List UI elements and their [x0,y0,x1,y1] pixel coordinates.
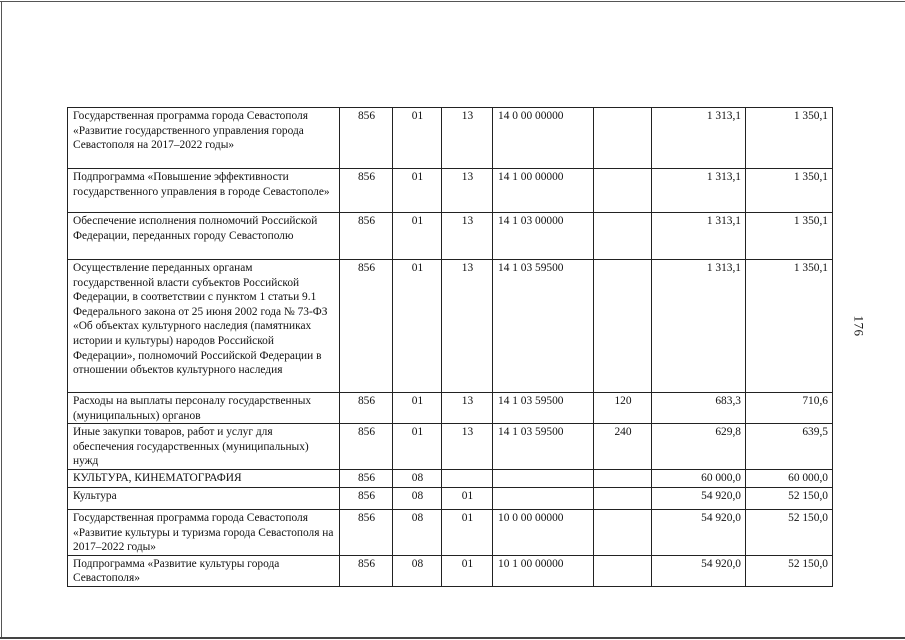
cell-expense-type [594,555,652,586]
cell-target-article: 10 1 00 00000 [493,555,594,586]
cell-expense-type [594,487,652,509]
cell-section: 08 [393,487,442,509]
cell-section: 01 [393,393,442,424]
cell-section: 01 [393,260,442,393]
table-row [68,260,833,393]
cell-target-article [493,469,594,487]
cell-ved: 856 [340,555,393,586]
cell-ved: 856 [340,469,393,487]
cell-amount-year-2: 60 000,0 [746,469,833,487]
cell-target-article: 14 1 03 59500 [493,393,594,424]
cell-target-article: 10 0 00 00000 [493,509,594,555]
cell-subsection [442,469,493,487]
cell-section: 08 [393,469,442,487]
budget-table [67,107,833,587]
cell-name: Государственная программа города Севастополя «Развитие государственного управления города Севастополя на 2017–2022 годы» [68,108,340,169]
table-row [68,487,833,509]
table-row [68,424,833,470]
cell-amount-year-2: 1 350,1 [746,213,833,260]
cell-expense-type [594,260,652,393]
cell-expense-type: 120 [594,393,652,424]
cell-name: Расходы на выплаты персоналу государственных (муниципальных) органов [68,393,340,424]
cell-subsection: 01 [442,509,493,555]
cell-ved: 856 [340,169,393,213]
table-row [68,509,833,555]
cell-subsection: 13 [442,169,493,213]
cell-subsection: 13 [442,424,493,470]
cell-name: Подпрограмма «Развитие культуры города Севастополя» [68,555,340,586]
cell-amount-year-2: 1 350,1 [746,108,833,169]
scan-border-bottom [0,637,905,639]
cell-expense-type [594,169,652,213]
cell-name: Осуществление переданных органам государственной власти субъектов Российской Федерации, в соответствии с пунктом 1 статьи 9.1 Федерального закона от 25 июня 2002 года № 73-ФЗ «Об объектах культурного наследия (памятниках истории и культуры) народов Российской Федерации», полномочий Российской Федерации в отношении объектов культурного наследия [68,260,340,393]
cell-target-article [493,487,594,509]
scan-border-top [0,1,905,2]
table-row [68,469,833,487]
cell-amount-year-1: 60 000,0 [652,469,746,487]
cell-expense-type [594,509,652,555]
cell-subsection: 01 [442,487,493,509]
cell-section: 01 [393,169,442,213]
cell-amount-year-2: 52 150,0 [746,555,833,586]
cell-name: Подпрограмма «Повышение эффективности государственного управления в городе Севастополе» [68,169,340,213]
cell-ved: 856 [340,424,393,470]
cell-amount-year-2: 52 150,0 [746,487,833,509]
cell-amount-year-2: 710,6 [746,393,833,424]
cell-subsection: 01 [442,555,493,586]
table-row [68,108,833,169]
cell-target-article: 14 1 03 00000 [493,213,594,260]
cell-subsection: 13 [442,393,493,424]
cell-section: 01 [393,213,442,260]
cell-amount-year-1: 54 920,0 [652,487,746,509]
cell-name: Культура [68,487,340,509]
cell-amount-year-1: 1 313,1 [652,108,746,169]
cell-section: 08 [393,509,442,555]
cell-section: 08 [393,555,442,586]
cell-amount-year-1: 54 920,0 [652,509,746,555]
cell-target-article: 14 1 00 00000 [493,169,594,213]
cell-amount-year-2: 639,5 [746,424,833,470]
cell-expense-type: 240 [594,424,652,470]
cell-name: КУЛЬТУРА, КИНЕМАТОГРАФИЯ [68,469,340,487]
cell-ved: 856 [340,509,393,555]
cell-amount-year-2: 52 150,0 [746,509,833,555]
cell-expense-type [594,108,652,169]
scan-border-left [1,1,2,638]
cell-amount-year-1: 1 313,1 [652,213,746,260]
cell-ved: 856 [340,108,393,169]
cell-amount-year-1: 629,8 [652,424,746,470]
cell-ved: 856 [340,260,393,393]
cell-amount-year-1: 1 313,1 [652,260,746,393]
cell-expense-type [594,213,652,260]
cell-name: Государственная программа города Севастополя «Развитие культуры и туризма города Севастополя на 2017–2022 годы» [68,509,340,555]
page-number: 176 [851,315,867,337]
cell-amount-year-2: 1 350,1 [746,260,833,393]
table-row [68,555,833,586]
cell-amount-year-1: 1 313,1 [652,169,746,213]
cell-target-article: 14 1 03 59500 [493,424,594,470]
cell-subsection: 13 [442,260,493,393]
cell-target-article: 14 1 03 59500 [493,260,594,393]
cell-name: Иные закупки товаров, работ и услуг для обеспечения государственных (муниципальных) нужд [68,424,340,470]
cell-section: 01 [393,108,442,169]
table-row [68,393,833,424]
cell-target-article: 14 0 00 00000 [493,108,594,169]
cell-amount-year-1: 54 920,0 [652,555,746,586]
cell-ved: 856 [340,487,393,509]
cell-subsection: 13 [442,108,493,169]
table-row [68,213,833,260]
cell-subsection: 13 [442,213,493,260]
cell-amount-year-1: 683,3 [652,393,746,424]
cell-expense-type [594,469,652,487]
cell-name: Обеспечение исполнения полномочий Российской Федерации, переданных городу Севастополю [68,213,340,260]
cell-ved: 856 [340,393,393,424]
cell-amount-year-2: 1 350,1 [746,169,833,213]
cell-section: 01 [393,424,442,470]
cell-ved: 856 [340,213,393,260]
table-row [68,169,833,213]
